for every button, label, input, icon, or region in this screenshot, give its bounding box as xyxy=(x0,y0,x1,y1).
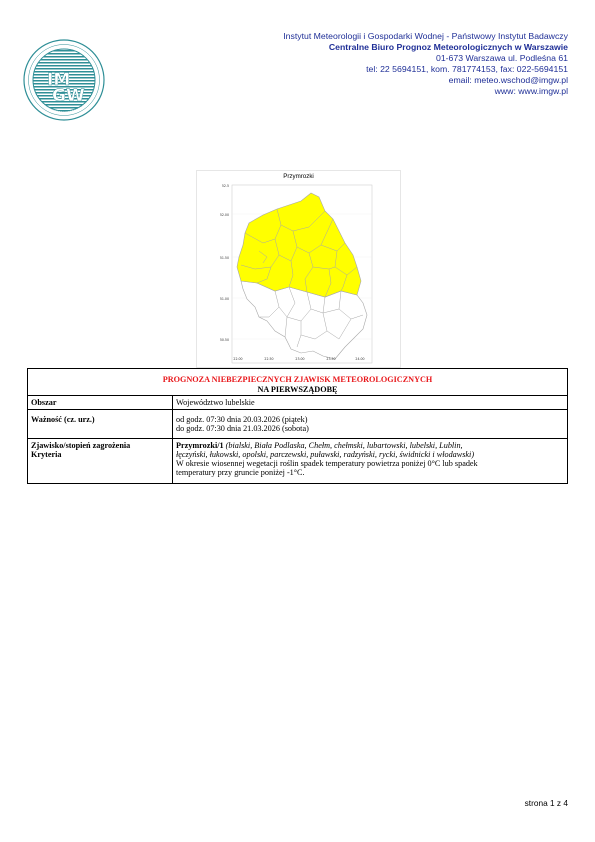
lat-label: 51.00 xyxy=(219,297,229,301)
institute-header xyxy=(283,31,568,98)
lat-label: 52.00 xyxy=(219,213,229,217)
validity-to: do godz. 07:30 dnia 21.03.2026 (sobota) xyxy=(176,424,309,433)
svg-text:IM: IM xyxy=(47,70,71,90)
districts-line-2: łęczyński, łukowski, opolski, parczewski, puławski, radzyński, rycki, świdnicki i włodawski) xyxy=(176,450,475,459)
institute-name: Instytut Meteorologii i Gospodarki Wodnej - Państwowy Instytut Badawczy xyxy=(283,31,568,41)
validity-cell xyxy=(173,410,568,439)
lat-label: 52.5 xyxy=(221,184,229,188)
warning-title-cell xyxy=(28,369,568,396)
criteria-line-2: temperatury przy gruncie poniżej -1°C. xyxy=(176,468,305,477)
validity-from: od godz. 07:30 dnia 20.03.2026 (piątek) xyxy=(176,415,308,424)
imgw-logo xyxy=(22,38,106,122)
lon-label: 22.50 xyxy=(264,357,274,361)
criteria-label: Kryteria xyxy=(31,450,62,459)
svg-text:GW: GW xyxy=(52,86,85,106)
phenomenon-label: Zjawisko/stopień zagrożenia xyxy=(31,441,131,450)
lat-label: 51.50 xyxy=(219,256,229,260)
website-link[interactable]: www: www.imgw.pl xyxy=(494,86,568,97)
area-label: Obszar xyxy=(28,396,173,410)
warning-subtitle: NA PIERWSZĄDOBĘ xyxy=(257,385,338,394)
lon-label: 23.50 xyxy=(326,357,336,361)
lat-label: 50.50 xyxy=(219,338,229,342)
phenomenon-name: Przymrozki/1 xyxy=(176,441,224,450)
page-number: strona 1 z 4 xyxy=(524,798,568,808)
lon-label: 22.00 xyxy=(233,357,243,361)
warning-table xyxy=(27,368,568,484)
email-link[interactable]: email: meteo.wschod@imgw.pl xyxy=(448,75,568,86)
warning-map xyxy=(196,170,401,368)
map-title: Przymrozki xyxy=(283,173,314,180)
phenomenon-cell xyxy=(173,439,568,484)
phone-info: tel: 22 5694151, kom. 781774153, fax: 022-5694151 xyxy=(366,64,568,75)
validity-label: Ważność (cz. urz.) xyxy=(28,410,173,439)
districts-line-1: (bialski, Biała Podlaska, Chełm, chełmski, lubartowski, lubelski, Lublin, xyxy=(223,441,463,450)
bureau-name: Centralne Biuro Prognoz Meteorologicznych w Warszawie xyxy=(328,42,568,53)
criteria-line-1: W okresie wiosennej wegetacji roślin spadek temperatury powietrza poniżej 0°C lub spadek xyxy=(176,459,478,468)
lon-label: 24.00 xyxy=(355,357,365,361)
lon-label: 23.00 xyxy=(295,357,305,361)
address: 01-673 Warszawa ul. Podleśna 61 xyxy=(436,53,568,64)
area-value: Województwo lubelskie xyxy=(173,396,568,410)
phenomenon-label-cell xyxy=(28,439,173,484)
warning-title: PROGNOZA NIEBEZPIECZNYCH ZJAWISK METEOROLOGICZNYCH xyxy=(162,375,433,384)
